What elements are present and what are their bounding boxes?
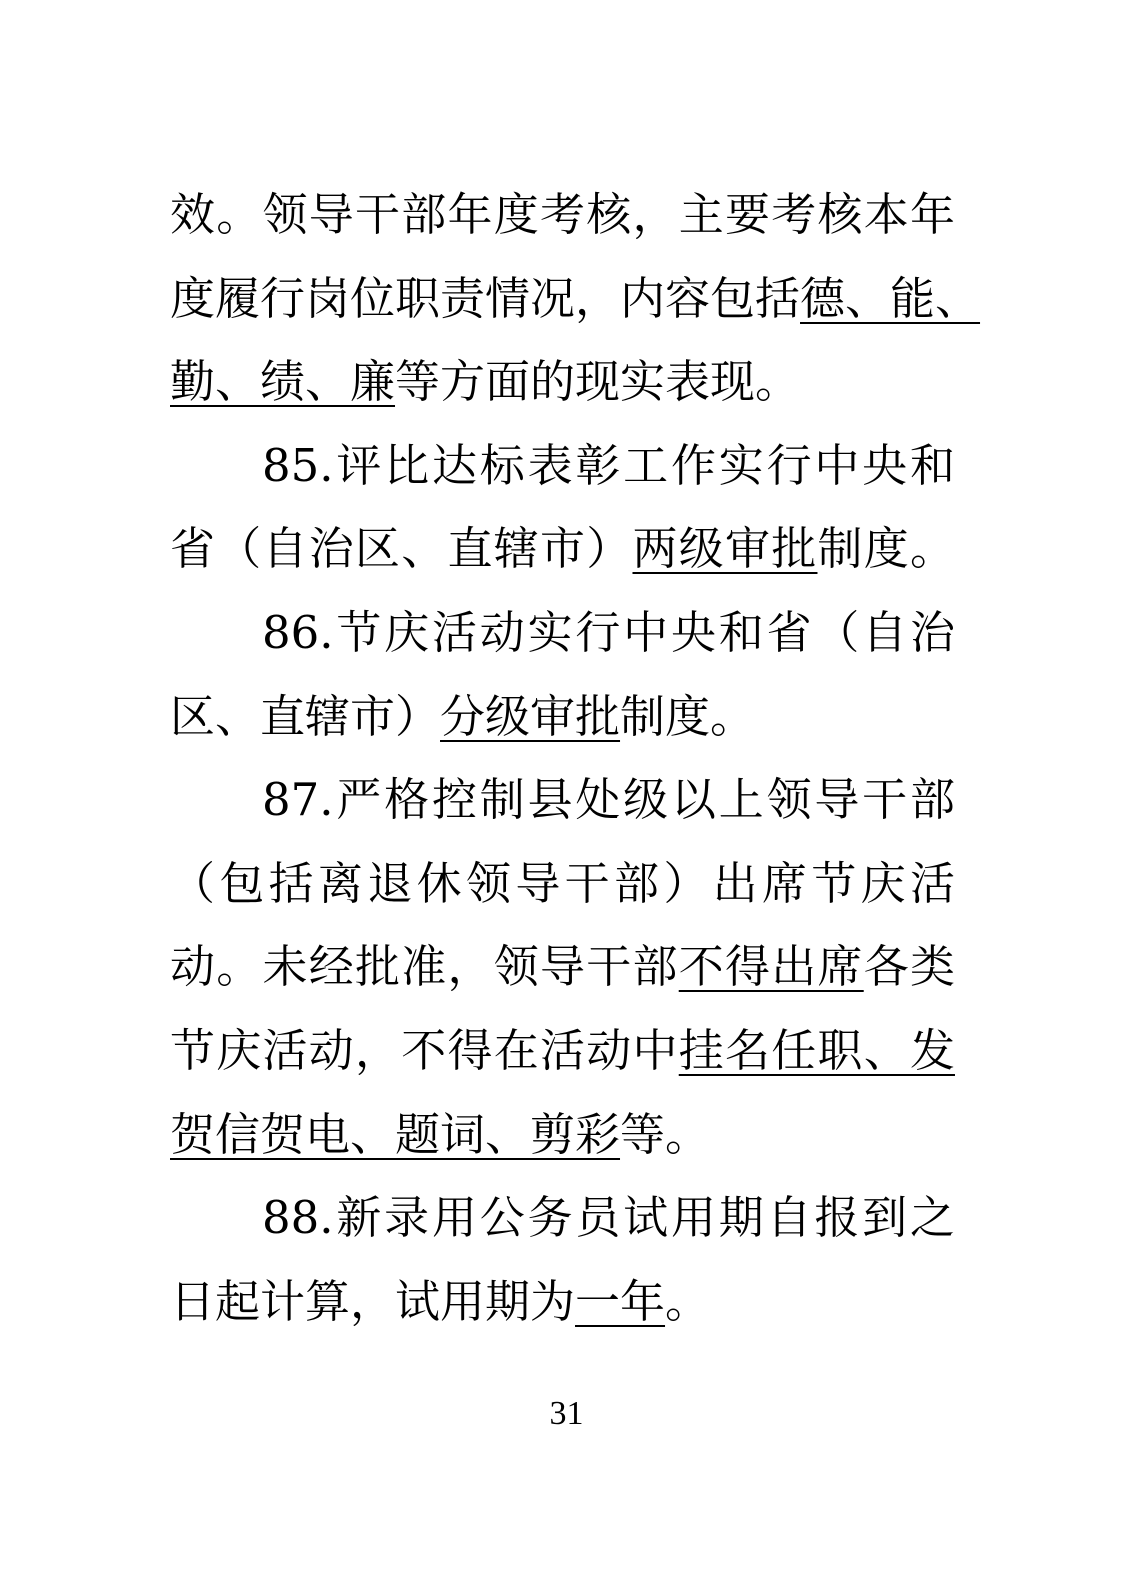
text-segment: 度履行岗位职责情况，内容包括: [170, 271, 801, 325]
text-segment: 效。领导干部年度考核，主要考核本年: [170, 188, 955, 241]
text-segment: 省（自治区、直辖市）: [170, 522, 633, 576]
text-line: [170, 340, 955, 424]
text-segment: 87.严格控制县处级以上领导干部: [262, 773, 955, 827]
paragraph-first-line: [262, 591, 955, 675]
text-segment: 节庆活动，不得在活动中: [170, 1024, 679, 1077]
underlined-key-term: 勤、绩、廉: [170, 355, 396, 409]
text-segment: 85.评比达标表彰工作实行中央和: [262, 438, 955, 492]
text-line: [170, 507, 955, 591]
underlined-key-term: 德、能、: [800, 271, 981, 325]
text-segment: 制度。: [817, 522, 955, 576]
paragraph-first-line: [262, 1176, 955, 1260]
text-segment: 动。未经批准，领导干部: [170, 940, 679, 994]
text-segment: 区、直辖市）: [170, 689, 441, 743]
paragraph-first-line: [262, 424, 955, 508]
underlined-key-term: 两级审批: [632, 522, 818, 576]
text-line: [170, 842, 955, 926]
underlined-key-term: 挂名任职、发: [678, 1024, 955, 1077]
text-segment: 等。: [620, 1107, 711, 1161]
text-segment: 86.节庆活动实行中央和省（自治: [262, 606, 955, 659]
paragraph-first-line: [262, 758, 955, 842]
text-line: [170, 1009, 955, 1093]
text-segment: 。: [665, 1274, 711, 1328]
text-segment: 日起计算，试用期为: [170, 1274, 576, 1328]
text-segment: 制度。: [620, 689, 756, 743]
underlined-key-term: 一年: [575, 1274, 666, 1328]
text-line: [170, 925, 955, 1009]
text-line: [170, 1260, 955, 1344]
underlined-key-term: 不得出席: [678, 940, 864, 994]
text-segment: 88.新录用公务员试用期自报到之: [262, 1191, 955, 1245]
text-line: [170, 257, 981, 341]
text-segment: 等方面的现实表现。: [395, 355, 801, 409]
text-line: [170, 173, 955, 257]
text-segment: （包括离退休领导干部）出席节庆活: [170, 856, 955, 910]
underlined-key-term: 贺信贺电、题词、剪彩: [170, 1107, 621, 1161]
text-segment: 各类: [863, 940, 955, 994]
text-line: [170, 1093, 955, 1177]
text-line: [170, 675, 955, 759]
underlined-key-term: 分级审批: [440, 689, 621, 743]
page-number: 31: [549, 1395, 584, 1432]
